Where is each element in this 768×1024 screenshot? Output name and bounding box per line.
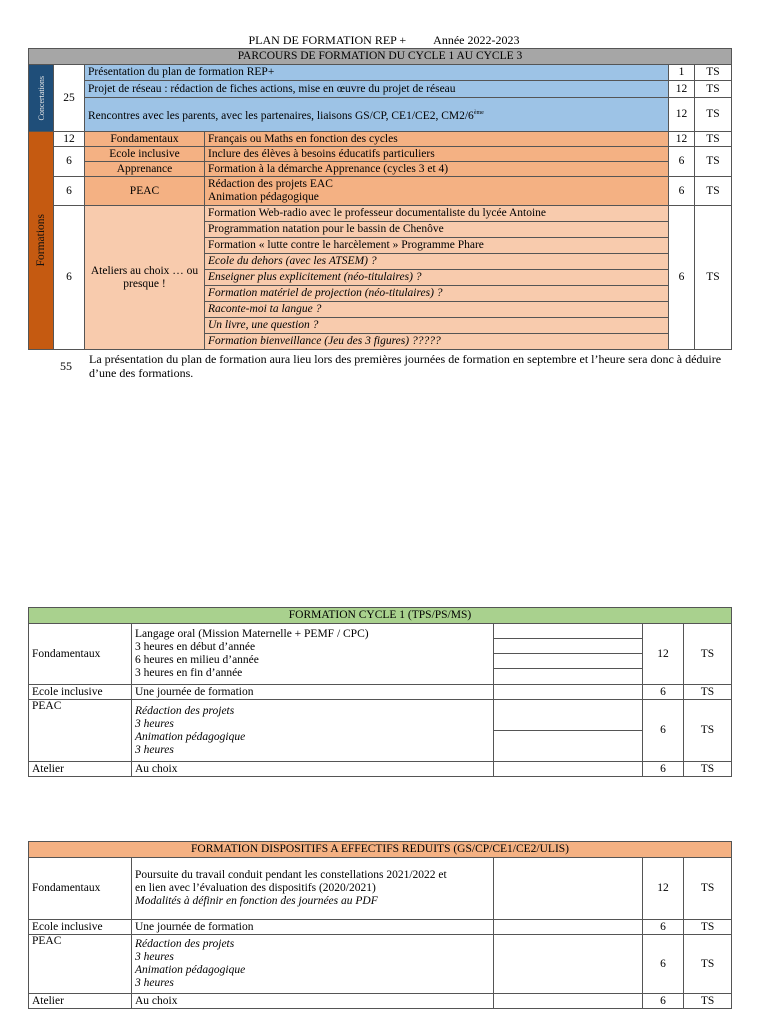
formation-count: 6 (54, 177, 85, 206)
row-content: Rédaction des projets 3 heures Animation pédagogique 3 heures (132, 700, 494, 762)
atelier-item: Ecole du dehors (avec les ATSEM) ? (205, 254, 669, 270)
concertation-row: Projet de réseau : rédaction de fiches actions, mise en œuvre du projet de réseau (85, 81, 669, 98)
ts-cell: TS (695, 206, 732, 350)
side-formations: Formations (29, 132, 54, 350)
dispositifs-heading: FORMATION DISPOSITIFS A EFFECTIFS REDUITS (GS/CP/CE1/CE2/ULIS) (29, 842, 732, 858)
empty-cell (494, 685, 643, 700)
formation-count: 12 (54, 132, 85, 147)
ts-cell: TS (695, 177, 732, 206)
ts-cell: TS (684, 685, 732, 700)
hours-cell: 6 (643, 762, 684, 777)
hours-cell: 1 (669, 65, 695, 81)
empty-cell (494, 994, 643, 1009)
formation-count: 6 (54, 147, 85, 177)
hours-cell: 6 (643, 935, 684, 994)
empty-cell (494, 624, 643, 639)
ts-cell: TS (695, 98, 732, 132)
hours-cell: 12 (643, 624, 684, 685)
plan-year: Année 2022-2023 (433, 33, 520, 47)
page-title (0, 33, 768, 48)
formation-label: Fondamentaux (85, 132, 205, 147)
ts-cell: TS (695, 147, 732, 177)
formation-label: PEAC (85, 177, 205, 206)
row-content: Rédaction des projets 3 heures Animation pédagogique 3 heures (132, 935, 494, 994)
row-content: Une journée de formation (132, 920, 494, 935)
row-label: Atelier (29, 994, 132, 1009)
row-content: Au choix (132, 762, 494, 777)
ts-cell: TS (684, 994, 732, 1009)
hours-cell: 12 (643, 858, 684, 920)
atelier-item: Raconte-moi ta langue ? (205, 302, 669, 318)
empty-cell (494, 654, 643, 669)
empty-cell (494, 935, 643, 994)
atelier-item: Formation bienveillance (Jeu des 3 figures) ????? (205, 334, 669, 350)
parcours-heading: PARCOURS DE FORMATION DU CYCLE 1 AU CYCLE 3 (29, 49, 732, 65)
formation-text: Français ou Maths en fonction des cycles (205, 132, 669, 147)
hours-cell: 12 (669, 81, 695, 98)
parcours-table (28, 48, 732, 350)
presentation-note: La présentation du plan de formation aura lieu lors des premières journées de formation en septembre et l’heure sera donc à déduire d’une des formations. (89, 352, 722, 380)
empty-cell (494, 762, 643, 777)
plan-title: PLAN DE FORMATION REP + (248, 33, 407, 47)
empty-cell (494, 858, 643, 920)
row-label: PEAC (29, 935, 132, 994)
row-label: Fondamentaux (29, 858, 132, 920)
formation-label: Apprenance (85, 162, 205, 177)
formation-text: Formation à la démarche Apprenance (cycles 3 et 4) (205, 162, 669, 177)
ts-cell: TS (684, 762, 732, 777)
hours-cell: 6 (669, 147, 695, 177)
empty-cell (494, 669, 643, 685)
row-label: Atelier (29, 762, 132, 777)
cycle1-heading: FORMATION CYCLE 1 (TPS/PS/MS) (29, 608, 732, 624)
row-label: Ecole inclusive (29, 920, 132, 935)
atelier-item: Enseigner plus explicitement (néo-titulaires) ? (205, 270, 669, 286)
hours-cell: 6 (643, 994, 684, 1009)
empty-cell (494, 700, 643, 731)
ts-cell: TS (684, 624, 732, 685)
atelier-item: Programmation natation pour le bassin de Chenôve (205, 222, 669, 238)
row-label: Fondamentaux (29, 624, 132, 685)
hours-cell: 12 (669, 132, 695, 147)
hours-cell: 12 (669, 98, 695, 132)
atelier-item: Formation « lutte contre le harcèlement » Programme Phare (205, 238, 669, 254)
empty-cell (494, 639, 643, 654)
formation-text: Rédaction des projets EAC Animation pédagogique (205, 177, 669, 206)
hours-cell: 6 (643, 685, 684, 700)
formation-count: 6 (54, 206, 85, 350)
ts-cell: TS (695, 81, 732, 98)
row-content: Une journée de formation (132, 685, 494, 700)
empty-cell (494, 920, 643, 935)
row-content: Au choix (132, 994, 494, 1009)
concertation-hours: 25 (54, 65, 85, 132)
row-content: Poursuite du travail conduit pendant les constellations 2021/2022 et en lien avec l’évaluation des dispositifs (2020/2021) Modalités à définir en fonction des journées au PDF (132, 858, 494, 920)
ts-cell: TS (695, 65, 732, 81)
atelier-item: Formation matériel de projection (néo-titulaires) ? (205, 286, 669, 302)
ts-cell: TS (695, 132, 732, 147)
hours-cell: 6 (643, 700, 684, 762)
row-content: Langage oral (Mission Maternelle + PEMF / CPC) 3 heures en début d’année 6 heures en milieu d’année 3 heures en fin d’année (132, 624, 494, 685)
ts-cell: TS (684, 935, 732, 994)
total-hours: 55 (60, 359, 72, 373)
side-concertations: Concertations (29, 65, 54, 132)
ts-cell: TS (684, 700, 732, 762)
formation-text: Inclure des élèves à besoins éducatifs particuliers (205, 147, 669, 162)
cycle1-table (28, 607, 732, 777)
ts-cell: TS (684, 920, 732, 935)
hours-cell: 6 (643, 920, 684, 935)
formation-label: Ecole inclusive (85, 147, 205, 162)
atelier-item: Formation Web-radio avec le professeur documentaliste du lycée Antoine (205, 206, 669, 222)
hours-cell: 6 (669, 206, 695, 350)
dispositifs-table (28, 841, 732, 1009)
row-label: Ecole inclusive (29, 685, 132, 700)
row-label: PEAC (29, 700, 132, 762)
concertation-row: Rencontres avec les parents, avec les partenaires, liaisons GS/CP, CE1/CE2, CM2/6ème (85, 98, 669, 132)
hours-cell: 6 (669, 177, 695, 206)
concertation-row: Présentation du plan de formation REP+ (85, 65, 669, 81)
atelier-label: Ateliers au choix … ou presque ! (85, 206, 205, 350)
atelier-item: Un livre, une question ? (205, 318, 669, 334)
ts-cell: TS (684, 858, 732, 920)
empty-cell (494, 731, 643, 762)
